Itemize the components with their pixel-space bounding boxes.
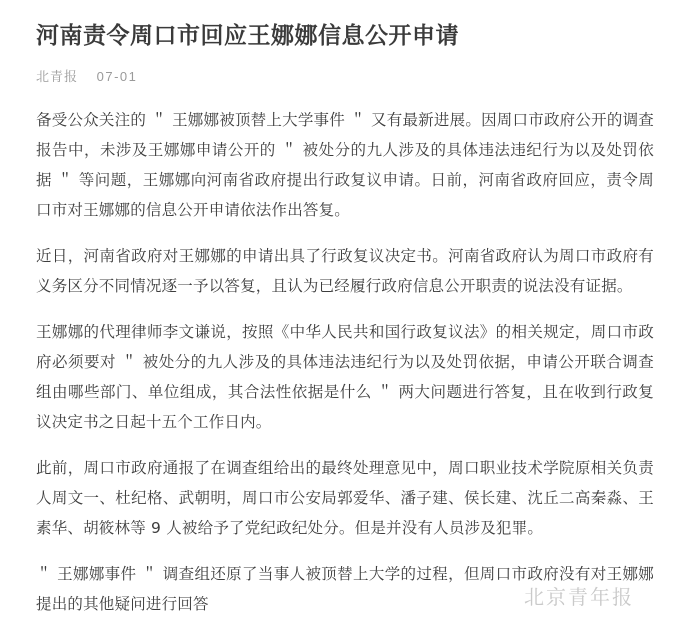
byline-date: 07-01: [96, 69, 138, 84]
page-title: 河南责令周口市回应王娜娜信息公开申请: [36, 23, 459, 49]
article-paragraph: 此前，周口市政府通报了在调查组给出的最终处理意见中，周口职业技术学院原相关负责人周文一、杜纪格、武朝明，周口市公安局郭爱华、潘子建、侯长建、沈丘二高秦淼、王素华、胡筱林等 9 人被给予了党纪政纪处分。但是并没有人员涉及犯罪。: [36, 459, 654, 537]
byline-source: 北青报: [36, 69, 79, 84]
watermark: 北京青年报: [524, 585, 634, 609]
article-paragraph: 王娜娜的代理律师李文谦说，按照《中华人民共和国行政复议法》的相关规定，周口市政府必须要对 ＂ 被处分的九人涉及的具体违法违纪行为以及处罚依据，申请公开联合调查组由哪些部门、单位组成，其合法性依据是什么 ＂ 两大问题进行答复，且在收到行政复议决定书之日起十五个工作日内。: [36, 323, 654, 431]
byline: [36, 66, 656, 85]
article-body: [30, 105, 656, 619]
article-paragraph: 备受公众关注的 ＂ 王娜娜被顶替上大学事件 ＂ 又有最新进展。因周口市政府公开的调查报告中，未涉及王娜娜申请公开的 ＂ 被处分的九人涉及的具体违法违纪行为以及处罚依据 ＂ 等问题，王娜娜向河南省政府提出行政复议申请。日前，河南省政府回应，责令周口市对王娜娜的信息公开申请依法作出答复。: [36, 111, 654, 219]
article-paragraph: ＂ 王娜娜事件 ＂ 调查组还原了当事人被顶替上大学的过程，但周口市政府没有对王娜娜提出的其他疑问进行回答: [36, 565, 654, 613]
article-paragraph: 近日，河南省政府对王娜娜的申请出具了行政复议决定书。河南省政府认为周口市政府有义务区分不同情况逐一予以答复，且认为已经履行政府信息公开职责的说法没有证据。: [36, 247, 654, 295]
